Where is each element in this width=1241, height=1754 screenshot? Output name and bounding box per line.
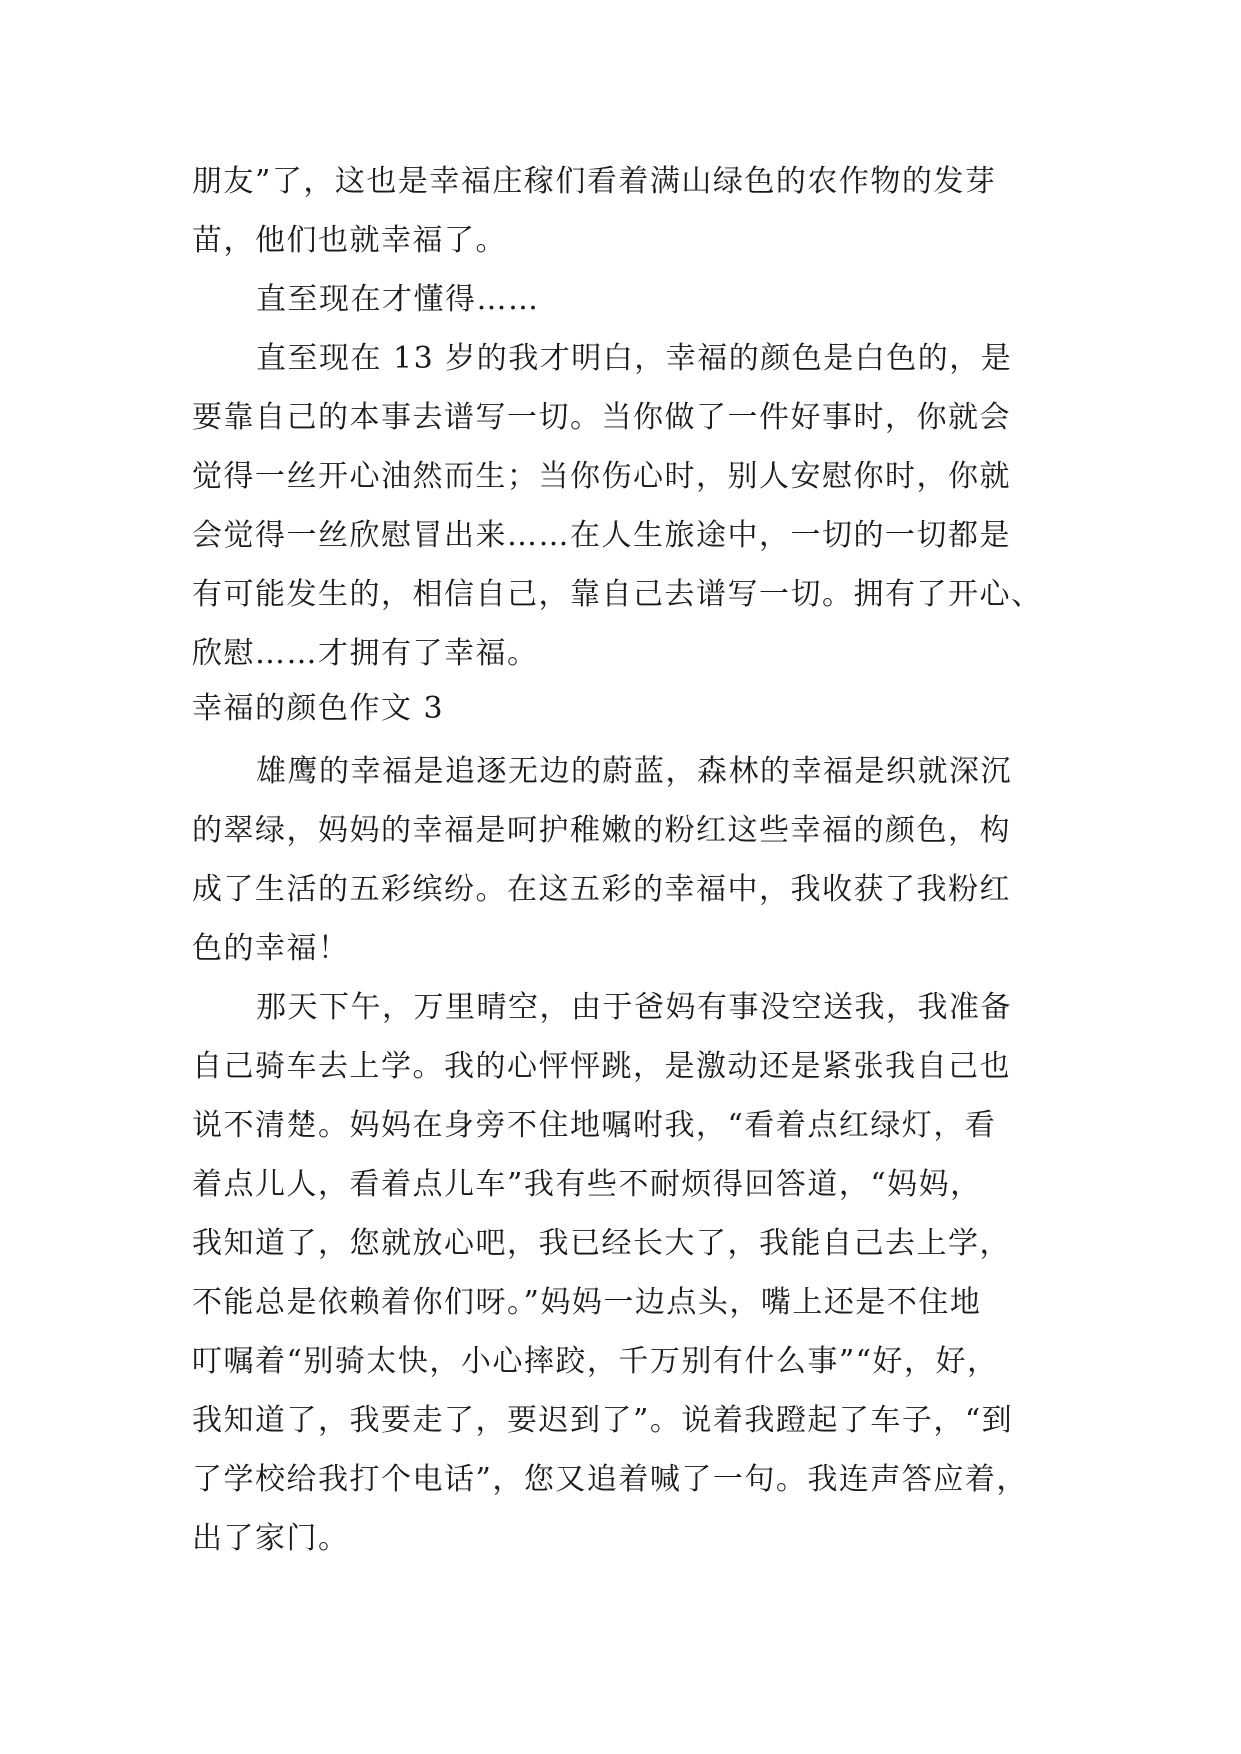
paragraph-line: 会觉得一丝欣慰冒出来……在人生旅途中，一切的一切都是 xyxy=(192,518,1011,553)
paragraph-line: 了学校给我打个电话”，您又追着喊了一句。我连声答应着， xyxy=(192,1462,1028,1497)
paragraph-line: 朋友”了，这也是幸福庄稼们看着满山绿色的农作物的发芽 xyxy=(192,164,997,199)
paragraph-line: 出了家门。 xyxy=(192,1521,350,1556)
paragraph-line: 那天下午，万里晴空，由于爸妈有事没空送我，我准备 xyxy=(256,990,1012,1025)
paragraph-line: 我知道了，您就放心吧，我已经长大了，我能自己去上学， xyxy=(192,1226,1011,1261)
paragraph-line: 我知道了，我要走了，要迟到了”。说着我蹬起了车子，“到 xyxy=(192,1403,1014,1438)
paragraph-line: 成了生活的五彩缤纷。在这五彩的幸福中，我收获了我粉红 xyxy=(192,872,1011,907)
paragraph-line: 有可能发生的，相信自己，靠自己去谱写一切。拥有了开心、 xyxy=(192,577,1043,612)
paragraph-line: 色的幸福！ xyxy=(192,931,350,966)
paragraph-line: 苗，他们也就幸福了。 xyxy=(192,223,507,258)
paragraph-line: 的翠绿，妈妈的幸福是呵护稚嫩的粉红这些幸福的颜色，构 xyxy=(192,813,1011,848)
paragraph-line: 直至现在 13 岁的我才明白，幸福的颜色是白色的，是 xyxy=(256,341,1013,376)
section-heading: 幸福的颜色作文 3 xyxy=(192,691,445,726)
paragraph-line: 叮嘱着“别骑太快，小心摔跤，千万别有什么事”“好，好， xyxy=(192,1344,999,1379)
paragraph-line: 觉得一丝开心油然而生；当你伤心时，别人安慰你时，你就 xyxy=(192,459,1011,494)
document-body xyxy=(192,152,1052,1568)
paragraph-line: 直至现在才懂得…… xyxy=(256,282,540,317)
paragraph-line: 不能总是依赖着你们呀。”妈妈一边点头，嘴上还是不住地 xyxy=(192,1285,982,1320)
paragraph-line: 说不清楚。妈妈在身旁不住地嘱咐我，“看着点红绿灯，看 xyxy=(192,1108,997,1143)
paragraph-line: 雄鹰的幸福是追逐无边的蔚蓝，森林的幸福是织就深沉 xyxy=(256,754,1012,789)
paragraph-line: 要靠自己的本事去谱写一切。当你做了一件好事时，你就会 xyxy=(192,400,1011,435)
paragraph-line: 着点儿人，看着点儿车”我有些不耐烦得回答道，“妈妈， xyxy=(192,1167,982,1202)
paragraph-line: 欣慰……才拥有了幸福。 xyxy=(192,636,539,671)
paragraph-line: 自己骑车去上学。我的心怦怦跳，是激动还是紧张我自己也 xyxy=(192,1049,1011,1084)
